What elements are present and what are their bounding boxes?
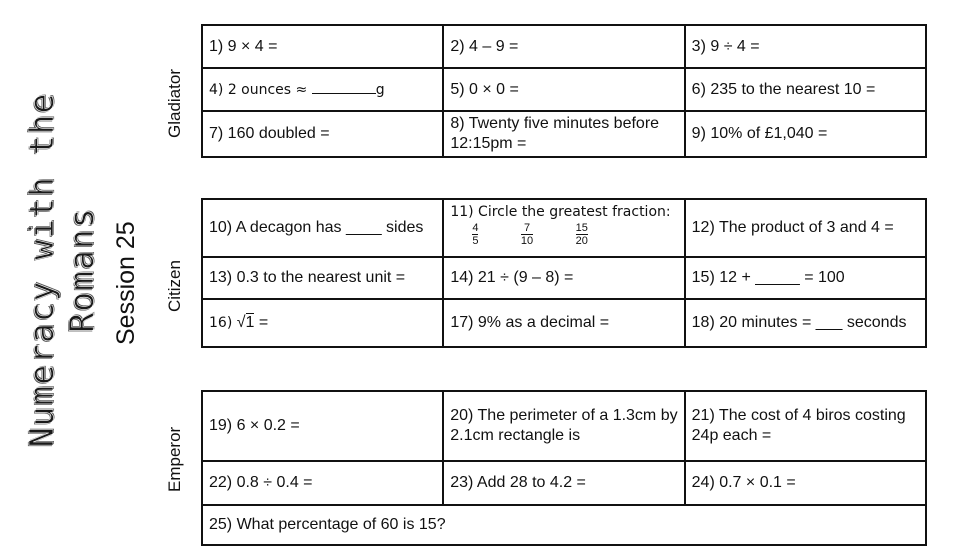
question-cell: 8) Twenty five minutes before 12:15pm = [443, 111, 684, 157]
question-cell-11 [443, 199, 684, 257]
q16-radicand: 1 [245, 314, 255, 331]
title-line-1: Numeracy with the [22, 92, 61, 448]
fraction-row [450, 222, 677, 247]
q11-text: 11) Circle the greatest fraction: [450, 204, 671, 220]
question-cell: 23) Add 28 to 4.2 = [443, 461, 684, 505]
question-cell: 6) 235 to the nearest 10 = [685, 68, 926, 111]
emperor-table [201, 390, 927, 546]
q16-suffix: = [258, 314, 269, 331]
question-cell: 20) The perimeter of a 1.3cm by 2.1cm rectangle is [443, 391, 684, 461]
sqrt-icon: √ [236, 314, 246, 331]
question-cell: 19) 6 × 0.2 = [202, 391, 443, 461]
question-cell: 14) 21 ÷ (9 – 8) = [443, 257, 684, 299]
question-cell: 24) 0.7 × 0.1 = [685, 461, 926, 505]
band-label-citizen: Citizen [165, 260, 184, 312]
question-cell: 7) 160 doubled = [202, 111, 443, 157]
question-cell: 2) 4 – 9 = [443, 25, 684, 68]
question-cell: 13) 0.3 to the nearest unit = [202, 257, 443, 299]
question-cell: 15) 12 + _____ = 100 [685, 257, 926, 299]
question-cell: 5) 0 × 0 = [443, 68, 684, 111]
gladiator-table [201, 24, 927, 158]
worksheet-title [22, 20, 102, 520]
question-cell: 12) The product of 3 and 4 = [685, 199, 926, 257]
question-cell: 3) 9 ÷ 4 = [685, 25, 926, 68]
question-cell: 22) 0.8 ÷ 0.4 = [202, 461, 443, 505]
question-cell: 21) The cost of 4 biros costing 24p each = [685, 391, 926, 461]
q16-prefix: 16) [209, 315, 233, 331]
citizen-table [201, 198, 927, 348]
question-cell: 1) 9 × 4 = [202, 25, 443, 68]
question-cell: 9) 10% of £1,040 = [685, 111, 926, 157]
answer-blank [312, 79, 376, 94]
question-cell: 18) 20 minutes = ___ seconds [685, 299, 926, 347]
fraction: $\frac{7}{10}$ [520, 222, 534, 247]
q4-unit: g [375, 82, 385, 98]
title-line-2: Romans [62, 207, 101, 333]
q4-text: 4) 2 ounces ≈ [209, 82, 308, 98]
question-cell: 25) What percentage of 60 is 15? [202, 505, 926, 545]
session-label: Session 25 [112, 221, 140, 345]
fraction: $\frac{4}{5}$ [472, 222, 479, 247]
question-cell: 17) 9% as a decimal = [443, 299, 684, 347]
question-cell-16 [202, 299, 443, 347]
fraction: $\frac{15}{20}$ [575, 222, 588, 247]
question-cell-4 [202, 68, 443, 111]
band-label-emperor: Emperor [165, 426, 184, 492]
question-cell: 10) A decagon has ____ sides [202, 199, 443, 257]
band-label-gladiator: Gladiator [165, 69, 184, 138]
